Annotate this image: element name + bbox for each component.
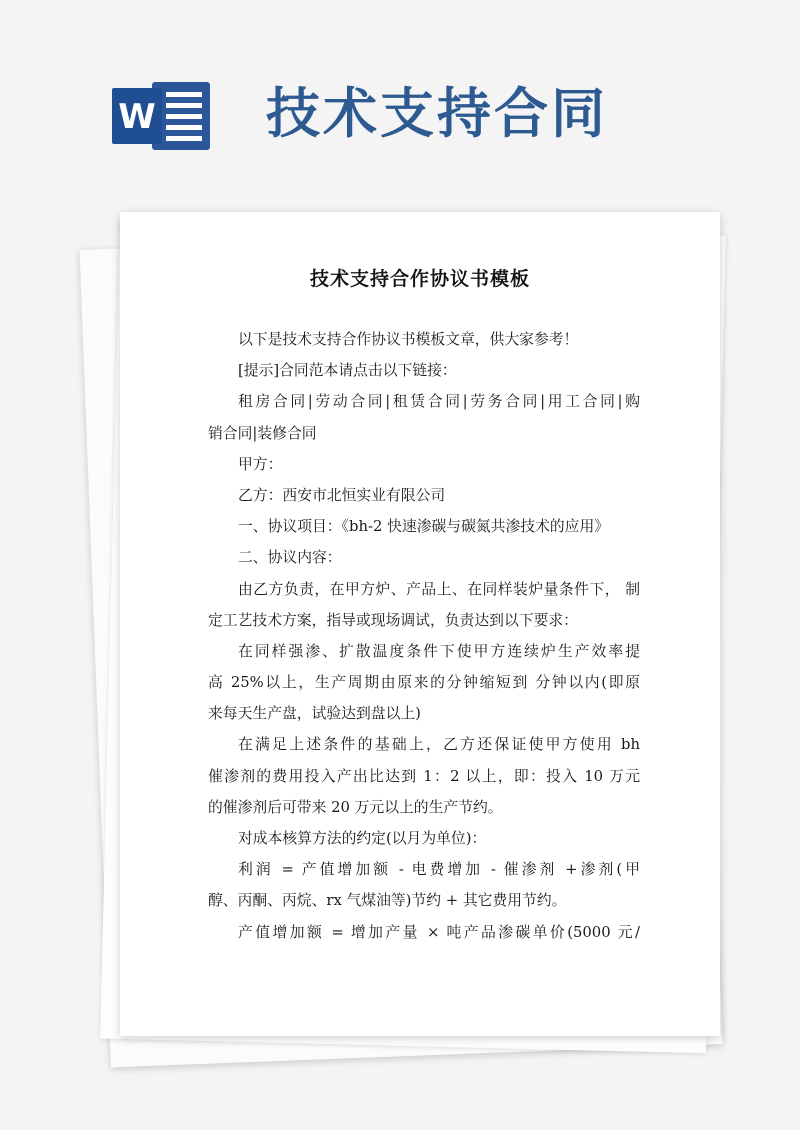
document-line: 在满足上述条件的基础上，乙方还保证使甲方使用 bh: [238, 736, 640, 754]
document-line: 定工艺技术方案，指导或现场调试，负责达到以下要求：: [208, 611, 578, 629]
document-line: 的催渗剂后可带来 20 万元以上的生产节约。: [208, 798, 503, 816]
document-line: 以下是技术支持合作协议书模板文章，供大家参考！: [238, 331, 579, 348]
banner-title: 技术支持合同: [266, 82, 608, 145]
document-line: 对成本核算方法的约定(以月为单位)：: [238, 830, 487, 847]
document-line: 催渗剂的费用投入产出比达到 1：2 以上，即：投入 10 万元: [208, 767, 640, 785]
banner: [0, 0, 800, 200]
document-line: 利润 = 产值增加额 - 电费增加 - 催渗剂 +渗剂(甲: [238, 861, 640, 879]
word-document-icon: [112, 78, 212, 154]
document-body: [208, 324, 640, 948]
document-title: 技术支持合作协议书模板: [309, 268, 530, 290]
document-line: 乙方：西安市北恒实业有限公司: [238, 486, 446, 504]
document-line: 一、协议项目：《bh-2 快速渗碳与碳氮共渗技术的应用》: [238, 518, 610, 536]
document-line: [提示]合同范本请点击以下链接：: [238, 362, 457, 380]
document-line: 醇、丙酮、丙烷、rx 气煤油等)节约 + 其它费用节约。: [208, 892, 567, 910]
document-page: [120, 212, 720, 1036]
document-line: 销合同|装修合同: [208, 424, 317, 442]
document-line: 产值增加额 = 增加产量 × 吨产品渗碳单价(5000 元/: [238, 923, 640, 941]
document-line: 高 25%以上，生产周期由原来的分钟缩短到 分钟以内(即原: [208, 674, 640, 692]
document-line: 由乙方负责，在甲方炉、产品上、在同样装炉量条件下， 制: [238, 580, 640, 598]
document-line: 甲方：: [238, 455, 283, 473]
document-line: 二、协议内容：: [238, 549, 342, 567]
document-line: 租房合同|劳动合同|租赁合同|劳务合同|用工合同|购: [238, 393, 640, 411]
document-line: 在同样强渗、扩散温度条件下使甲方连续炉生产效率提: [238, 642, 640, 660]
word-logo-letter: W: [118, 97, 156, 137]
document-line: 来每天生产盘，试验达到盘以上): [208, 705, 421, 723]
